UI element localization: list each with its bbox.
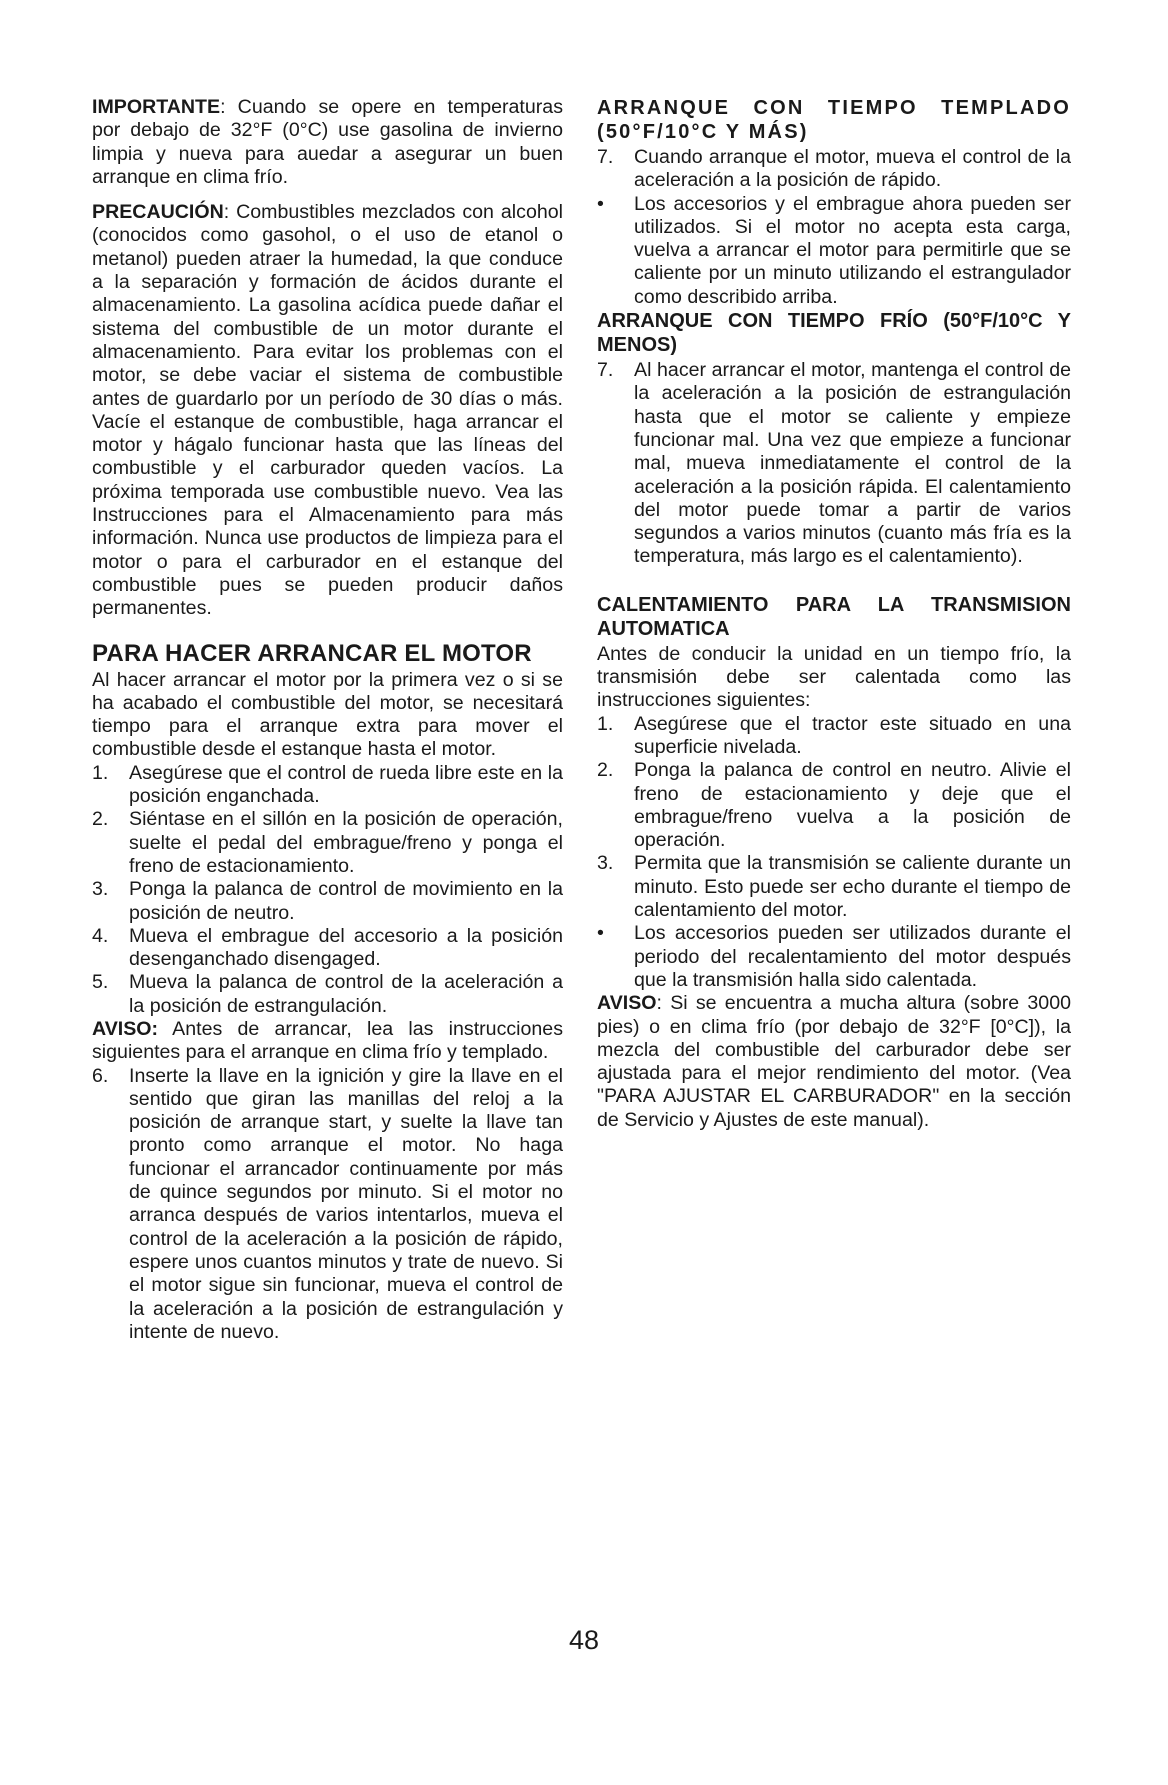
list-item [597,193,1071,309]
list-item [597,759,1071,852]
step-number: 3. [92,878,109,901]
start-engine-heading: PARA HACER ARRANCAR EL MOTOR [92,639,532,667]
step-text: Asegúrese que el control de rueda libre este en la posición enganchada. [129,761,563,808]
bullet: • [597,192,604,215]
start-steps-list [92,762,563,1018]
step-number: 1. [92,761,109,784]
list-item [92,762,563,809]
step-number: 3. [597,852,614,875]
list-item [92,808,563,878]
aviso-text: Antes de arrancar, lea las instrucciones siguientes para el arranque en clima frío y templado. [92,1017,563,1064]
transmission-intro: Antes de conducir la unidad en un tiempo frío, la transmisión debe ser calentada como las instrucciones siguientes: [597,642,1071,712]
list-item [92,971,563,1018]
step-text: Cuando arranque el motor, mueva el control de la aceleración a la posición de rápido. [634,146,1071,192]
step-text: Inserte la llave en la ignición y gire la llave en el sentido que giran las manillas del reloj a la posición de arranque start, y suelte la llave tan pronto como arranque el motor. No haga funcionar el arrancador continuamente por más de quince segundos por minuto. Si el motor no arranca después de varios intentarlos, mueva el control de la aceleración a la posición de rápido, espere unos cuantos minutos y trate de nuevo. Si el motor sigue sin funcionar, mueva el control de la aceleración a la posición de estrangulación y intente de nuevo. [129,1064,563,1343]
transmission-warmup-heading: CALENTAMIENTO PARA LA TRANSMISION AUTOMATICA [597,593,1071,640]
precaucion-text: : Combustibles mezclados con alcohol (conocidos como gasohol, o el uso de etanol o metanol) pueden atraer la humedad, la que conduce a la separación y formación de ácidos durante el almacenamiento. La gasolina acídica puede dañar el sistema del combustible de un motor durante el almacenamiento. Para evitar los problemas con el motor, se debe vaciar el sistema de combustible antes de guardarlo por un período de 30 días o más. Vacíe el estanque de combustible, haga arrancar el motor y hágalo funcionar hasta que las líneas del combustible y el carburador queden vacíos. La próxima temporada use combustible nuevo. Vea las Instrucciones para el Almacenamiento para más información. Nunca use productos de limpieza para el motor o para el carburador en el estanque del combustible pues se pueden producir daños permanentes. [92,201,563,620]
step-text: Permita que la transmisión se caliente durante un minuto. Esto puede ser echo durante el tiempo de calentamiento del motor. [634,852,1071,922]
transmission-steps-list [597,713,1071,993]
precaucion-label: PRECAUCIÓN [92,201,224,224]
aviso-altitude-paragraph [597,992,1071,1132]
list-item [597,922,1071,992]
step-text: Al hacer arrancar el motor, mantenga el control de la aceleración a la posición de estrangulación hasta que el motor se caliente y empieze funcionar mal. Una vez que empieze a funcionar mal, mueva inmediatamente el control de la aceleración a la posición rápida. El calentamiento del motor puede tomar a partir de varios segundos a varios minutos (cuanto más fría es la temperatura, más largo es el calentamiento). [634,359,1071,568]
list-item [92,925,563,972]
step-text: Siéntase en el sillón en la posición de operación, suelte el pedal del embrague/freno y ponga el freno de estacionamiento. [129,808,563,877]
start-step6-list [92,1065,563,1345]
step-number: 1. [597,712,614,735]
page-number: 48 [568,1625,600,1655]
importante-paragraph [92,96,563,189]
warm-steps-list [597,146,1071,309]
cold-steps-list [597,359,1071,569]
importante-text: : Cuando se opere en temperaturas por debajo de 32°F (0°C) use gasolina de invierno limpia y nueva para auedar a asegurar un buen arranque en clima frío. [92,96,563,188]
step-number: 5. [92,971,109,994]
step-text: Asegúrese que el tractor este situado en una superficie nivelada. [634,712,1071,758]
list-item [597,359,1071,569]
left-column [92,96,563,1344]
list-item [92,1065,563,1345]
step-number: 2. [597,759,614,782]
step-number: 7. [597,359,614,382]
step-text: Mueva el embrague del accesorio a la posición desenganchado disengaged. [129,924,563,971]
importante-label: IMPORTANTE [92,96,221,118]
aviso-label: AVISO: [92,1017,159,1040]
list-item [597,852,1071,922]
cold-start-heading: ARRANQUE CON TIEMPO FRÍO (50°F/10°C Y MENOS) [597,310,1071,357]
bullet: • [597,922,604,945]
step-number: 6. [92,1064,109,1087]
precaucion-paragraph [92,201,563,620]
start-engine-intro: Al hacer arrancar el motor por la primera vez o si se ha acabado el combustible del motor, se necesitará tiempo para el arranque extra para mover el combustible desde el estanque hasta el motor. [92,668,563,761]
aviso-text: : Si se encuentra a mucha altura (sobre 3000 pies) o en clima frío (por debajo de 32°F [0°C]), la mezcla del combustible del carburador debe ser ajustada para el mejor rendimiento del motor. (Vea "PARA AJUSTAR EL CARBURADOR" en la sección de Servicio y Ajustes de este manual). [597,992,1071,1131]
step-text: Los accesorios pueden ser utilizados durante el periodo del recalentamiento del motor después que la transmisión halla sido calentada. [634,922,1071,991]
step-number: 7. [597,146,614,168]
warm-start-heading: ARRANQUE CON TIEMPO TEMPLADO (50°F/10°C Y MÁS) [597,97,1071,143]
list-item [597,713,1071,760]
step-text: Ponga la palanca de control de movimiento en la posición de neutro. [129,878,563,924]
right-column [597,96,1071,1144]
aviso-label: AVISO [597,992,657,1015]
step-text: Mueva la palanca de control de la aceleración a la posición de estrangulación. [129,971,563,1017]
step-text: Los accesorios y el embrague ahora pueden ser utilizados. Si el motor no acepta esta carga, vuelva a arrancar el motor para permitirle que se caliente por un minuto utilizando el estrangulador como describido arriba. [634,192,1071,308]
step-text: Ponga la palanca de control en neutro. Alivie el freno de estacionamiento y deje que el embrague/freno vuelva a la posición de operación. [634,759,1071,852]
aviso-paragraph [92,1018,563,1065]
list-item [597,146,1071,193]
list-item [92,878,563,925]
step-number: 2. [92,808,109,831]
step-number: 4. [92,924,109,947]
